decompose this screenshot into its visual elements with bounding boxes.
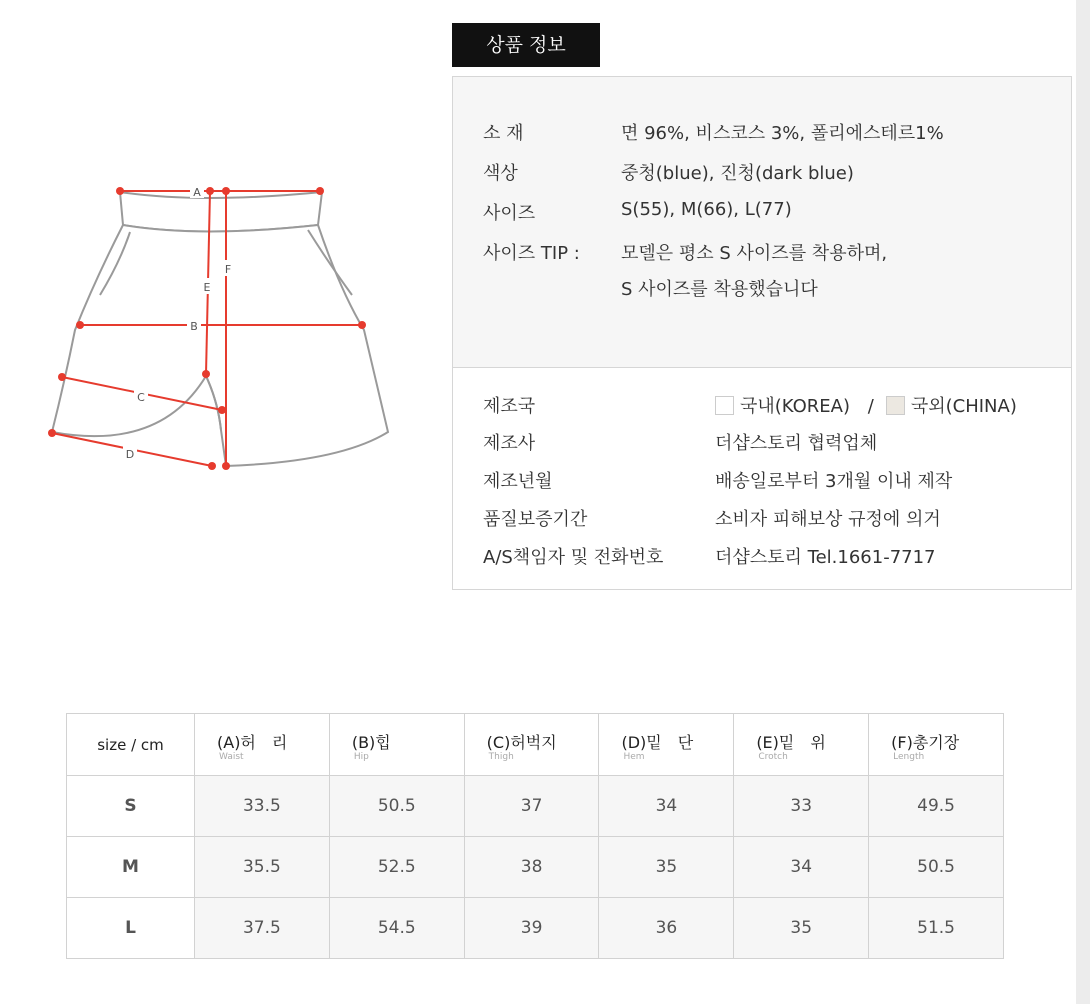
china-checkbox [886, 396, 905, 415]
maker-label: A/S책임자 및 전화번호 [483, 547, 664, 568]
spec-label: 소 재 [483, 123, 524, 144]
column-header-ko: (D)밑 단 [621, 732, 694, 752]
value-cell: 35.5 [195, 837, 330, 898]
size-cell: S [67, 776, 195, 837]
label-a: A [193, 186, 201, 199]
column-header-en: Hip [353, 751, 369, 762]
column-header-ko: (F)총기장 [891, 732, 960, 752]
value-cell: 36 [599, 898, 734, 959]
label-d: D [125, 448, 135, 461]
shorts-measurement-diagram [40, 170, 400, 480]
label-b: B [190, 320, 198, 333]
maker-value: 배송일로부터 3개월 이내 제작 [715, 471, 953, 492]
column-header-ko: (B)힙 [351, 732, 391, 752]
value-cell: 37 [464, 776, 599, 837]
value-cell: 34 [734, 837, 869, 898]
maker-label: 제조사 [483, 433, 536, 454]
origin-separator: / [867, 396, 874, 417]
maker-value: 더샵스토리 협력업체 [715, 433, 878, 454]
spec-value: 면 96%, 비스코스 3%, 폴리에스테르1% [621, 123, 944, 144]
corner-cell: size / cm [67, 714, 195, 776]
value-cell: 37.5 [195, 898, 330, 959]
value-cell: 35 [599, 837, 734, 898]
value-cell: 39 [464, 898, 599, 959]
label-f: F [224, 263, 232, 276]
value-cell: 50.5 [869, 837, 1004, 898]
size-cell: M [67, 837, 195, 898]
value-cell: 50.5 [329, 776, 464, 837]
manufacturer-section [453, 368, 1071, 589]
value-cell: 33.5 [195, 776, 330, 837]
table-row [67, 837, 1004, 898]
origin-options [715, 392, 1017, 418]
maker-label: 제조년월 [483, 471, 553, 492]
label-e: E [203, 281, 211, 294]
spec-value: 중청(blue), 진청(dark blue) [621, 163, 854, 184]
product-info-box [452, 76, 1072, 590]
origin-china: 국외(CHINA) [910, 396, 1017, 417]
value-cell: 51.5 [869, 898, 1004, 959]
size-table-header [67, 714, 1004, 776]
maker-label: 제조국 [483, 396, 536, 417]
column-header-ko: (A)허 리 [217, 732, 288, 752]
maker-value: 더샵스토리 Tel.1661-7717 [715, 547, 936, 568]
page-scrollbar[interactable] [1076, 0, 1090, 1004]
value-cell: 35 [734, 898, 869, 959]
column-header-en: Thigh [488, 751, 514, 762]
size-cell: L [67, 898, 195, 959]
value-cell: 52.5 [329, 837, 464, 898]
spec-value: 모델은 평소 S 사이즈를 착용하며, [621, 243, 888, 264]
column-header [599, 714, 734, 776]
column-header [869, 714, 1004, 776]
value-cell: 34 [599, 776, 734, 837]
column-header-ko: (C)허벅지 [486, 732, 557, 752]
spec-value: S 사이즈를 착용했습니다 [621, 279, 818, 300]
maker-value: 소비자 피해보상 규정에 의거 [715, 509, 941, 530]
product-info-title: 상품 정보 [452, 23, 600, 67]
column-header [195, 714, 330, 776]
value-cell: 54.5 [329, 898, 464, 959]
value-cell: 38 [464, 837, 599, 898]
table-row [67, 776, 1004, 837]
waistband-shape [120, 192, 322, 232]
value-cell: 33 [734, 776, 869, 837]
column-header-en: Waist [219, 751, 244, 762]
origin-korea: 국내(KOREA) [740, 396, 851, 417]
column-header [329, 714, 464, 776]
column-header-ko: (E)밑 위 [756, 732, 826, 752]
table-row [67, 898, 1004, 959]
label-c: C [137, 391, 145, 404]
spec-label: 색상 [483, 163, 518, 184]
shorts-illustration [40, 170, 400, 480]
column-header-en: Crotch [758, 751, 788, 762]
maker-label: 품질보증기간 [483, 509, 588, 530]
column-header-en: Hem [623, 751, 645, 762]
spec-label: 사이즈 [483, 203, 536, 224]
value-cell: 49.5 [869, 776, 1004, 837]
column-header [734, 714, 869, 776]
product-spec-section [453, 77, 1071, 368]
size-table [66, 713, 1004, 959]
korea-checkbox [715, 396, 734, 415]
column-header-en: Length [893, 751, 925, 762]
spec-value: S(55), M(66), L(77) [621, 199, 792, 220]
spec-label: 사이즈 TIP : [483, 243, 580, 264]
column-header [464, 714, 599, 776]
